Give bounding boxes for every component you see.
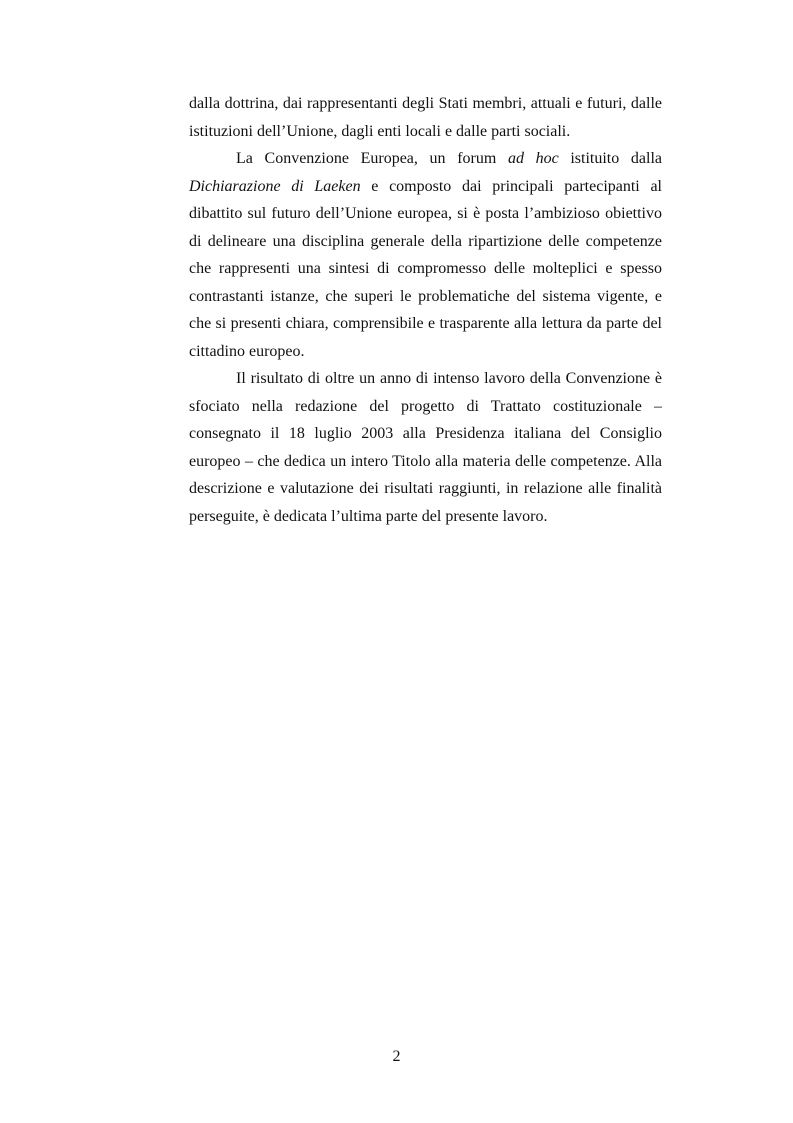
paragraph-1-text: dalla dottrina, dai rappresentanti degli Stati membri, attuali e futuri, dalle istituzioni dell’Unione, dagli enti locali e dalle parti sociali. (189, 95, 662, 140)
ad-hoc-italic: ad hoc (507, 150, 559, 167)
page-number: 2 (392, 1048, 401, 1065)
paragraph-continuation (189, 90, 662, 145)
paragraph-risultato (189, 365, 662, 530)
paragraph-2-part-3: e composto dai principali partecipanti al dibattito sul futuro dell’Unione europea, si è posta l’ambizioso obiettivo di delineare una disciplina generale della ripartizione delle competenze che rappresenti una sintesi di compromesso delle molteplici e spesso contrastanti istanze, che superi le problematiche del sistema vigente, e che si presenti chiara, comprensibile e trasparente alla lettura da parte del cittadino europeo. (189, 177, 662, 360)
dichiarazione-laeken-italic: Dichiarazione di Laeken (189, 177, 361, 195)
paragraph-2-part-1: La Convenzione Europea, un forum (236, 150, 508, 167)
paragraph-2-part-2: istituito dalla (558, 150, 662, 167)
paragraph-3-text: Il risultato di oltre un anno di intenso lavoro della Convenzione è sfociato nella redazione del progetto di Trattato costituzionale – consegnato il 18 luglio 2003 alla Presidenza italiana del Consiglio europeo – che dedica un intero Titolo alla materia delle competenze. Alla descrizione e valutazione dei risultati raggiunti, in relazione alle finalità perseguite, è dedicata l’ultima parte del presente lavoro. (189, 370, 662, 525)
body-text (189, 90, 662, 530)
paragraph-convenzione (189, 145, 662, 365)
